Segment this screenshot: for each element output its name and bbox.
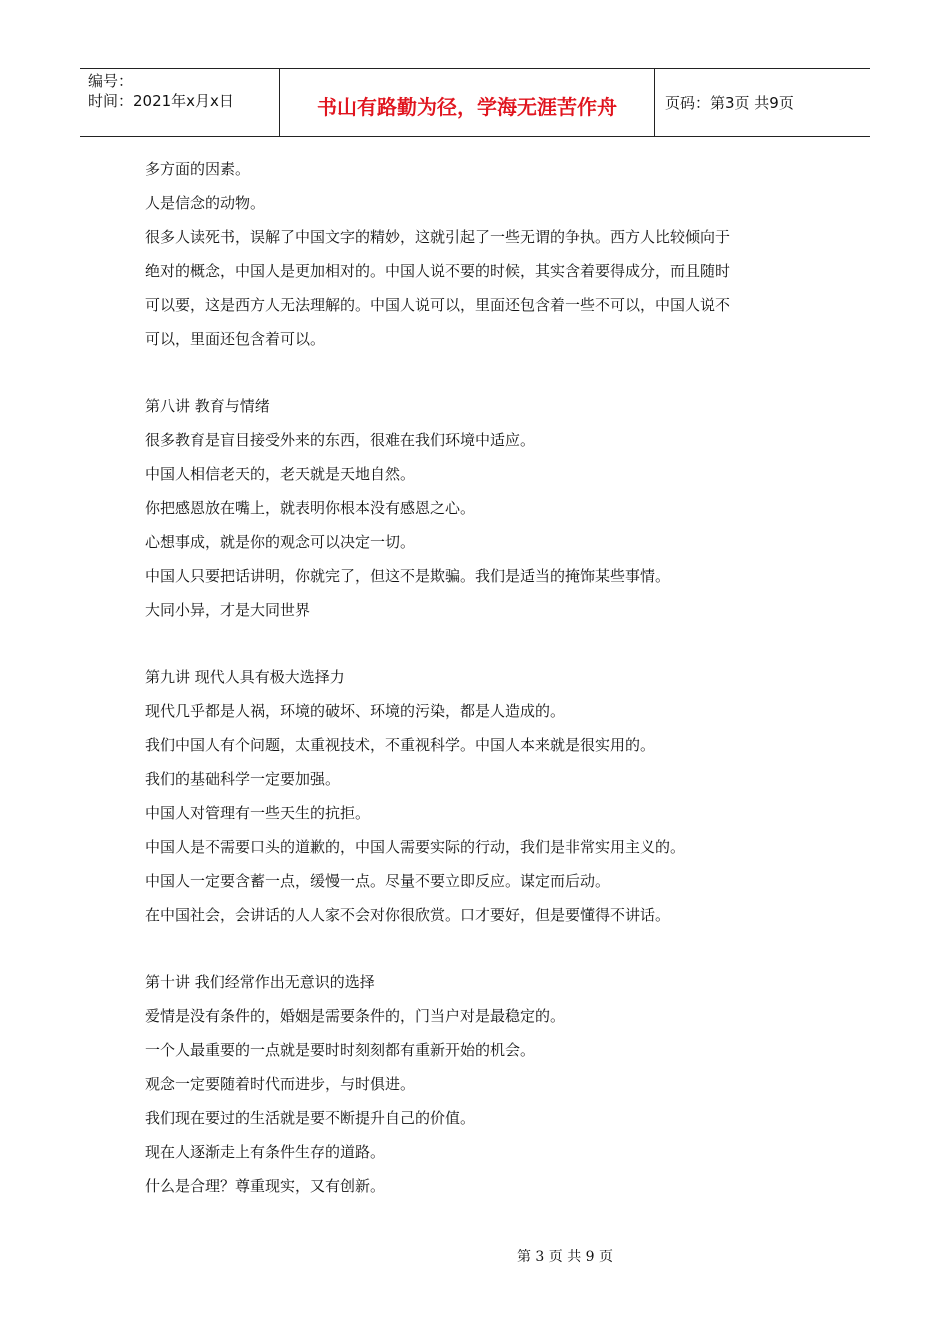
text-line: 什么是合理？尊重现实，又有创新。 [145, 1177, 386, 1195]
text-line: 爱情是没有条件的，婚姻是需要条件的，门当户对是最稳定的。 [145, 1007, 566, 1025]
text-line: 可以，里面还包含着可以。 [145, 330, 326, 348]
text-line: 现代几乎都是人祸，环境的破坏、环境的污染，都是人造成的。 [145, 702, 566, 720]
text-line: 我们中国人有个问题，太重视技术，不重视科学。中国人本来就是很实用的。 [145, 736, 656, 754]
text-line: 很多人读死书，误解了中国文字的精妙，这就引起了一些无谓的争执。西方人比较倾向于 [145, 228, 731, 246]
number-label: 编号： [88, 72, 134, 90]
paragraph-gap [145, 356, 815, 389]
text-line: 大同小异，才是大同世界 [145, 601, 311, 619]
text-line: 很多教育是盲目接受外来的东西，很难在我们环境中适应。 [145, 431, 536, 449]
header-motto: 书山有路勤为径，学海无涯苦作舟 [280, 69, 655, 136]
text-line: 中国人对管理有一些天生的抗拒。 [145, 804, 371, 822]
header-page-info: 页码：第3页 共9页 [665, 94, 794, 112]
time-label: 时间：2021年x月x日 [88, 92, 234, 110]
header-meta [80, 69, 280, 136]
paragraph-gap [145, 932, 815, 965]
text-line: 绝对的概念，中国人是更加相对的。中国人说不要的时候，其实含着要得成分，而且随时 [145, 262, 731, 280]
text-line: 中国人一定要含蓄一点，缓慢一点。尽量不要立即反应。谋定而后动。 [145, 872, 611, 890]
text-line: 中国人是不需要口头的道歉的，中国人需要实际的行动，我们是非常实用主义的。 [145, 838, 686, 856]
page-footer: 第 3 页 共 9 页 [516, 1249, 614, 1265]
text-line: 心想事成，就是你的观念可以决定一切。 [145, 533, 416, 551]
paragraph-gap [145, 627, 815, 660]
section-heading: 第九讲 现代人具有极大选择力 [145, 668, 345, 686]
text-line: 我们的基础科学一定要加强。 [145, 770, 341, 788]
text-line: 你把感恩放在嘴上，就表明你根本没有感恩之心。 [145, 499, 476, 517]
text-line: 在中国社会，会讲话的人人家不会对你很欣赏。口才要好，但是要懂得不讲话。 [145, 906, 671, 924]
text-line: 我们现在要过的生活就是要不断提升自己的价值。 [145, 1109, 476, 1127]
section-heading: 第十讲 我们经常作出无意识的选择 [145, 973, 375, 991]
section-heading: 第八讲 教育与情绪 [145, 397, 270, 415]
document-body [145, 152, 815, 1203]
text-line: 多方面的因素。 [145, 160, 251, 178]
text-line: 观念一定要随着时代而进步，与时俱进。 [145, 1075, 416, 1093]
text-line: 人是信念的动物。 [145, 194, 266, 212]
text-line: 可以要，这是西方人无法理解的。中国人说可以，里面还包含着一些不可以，中国人说不 [145, 296, 731, 314]
text-line: 一个人最重要的一点就是要时时刻刻都有重新开始的机会。 [145, 1041, 536, 1059]
text-line: 中国人只要把话讲明，你就完了，但这不是欺骗。我们是适当的掩饰某些事情。 [145, 567, 671, 585]
text-line: 中国人相信老天的，老天就是天地自然。 [145, 465, 416, 483]
text-line: 现在人逐渐走上有条件生存的道路。 [145, 1143, 386, 1161]
page-header [80, 68, 870, 137]
